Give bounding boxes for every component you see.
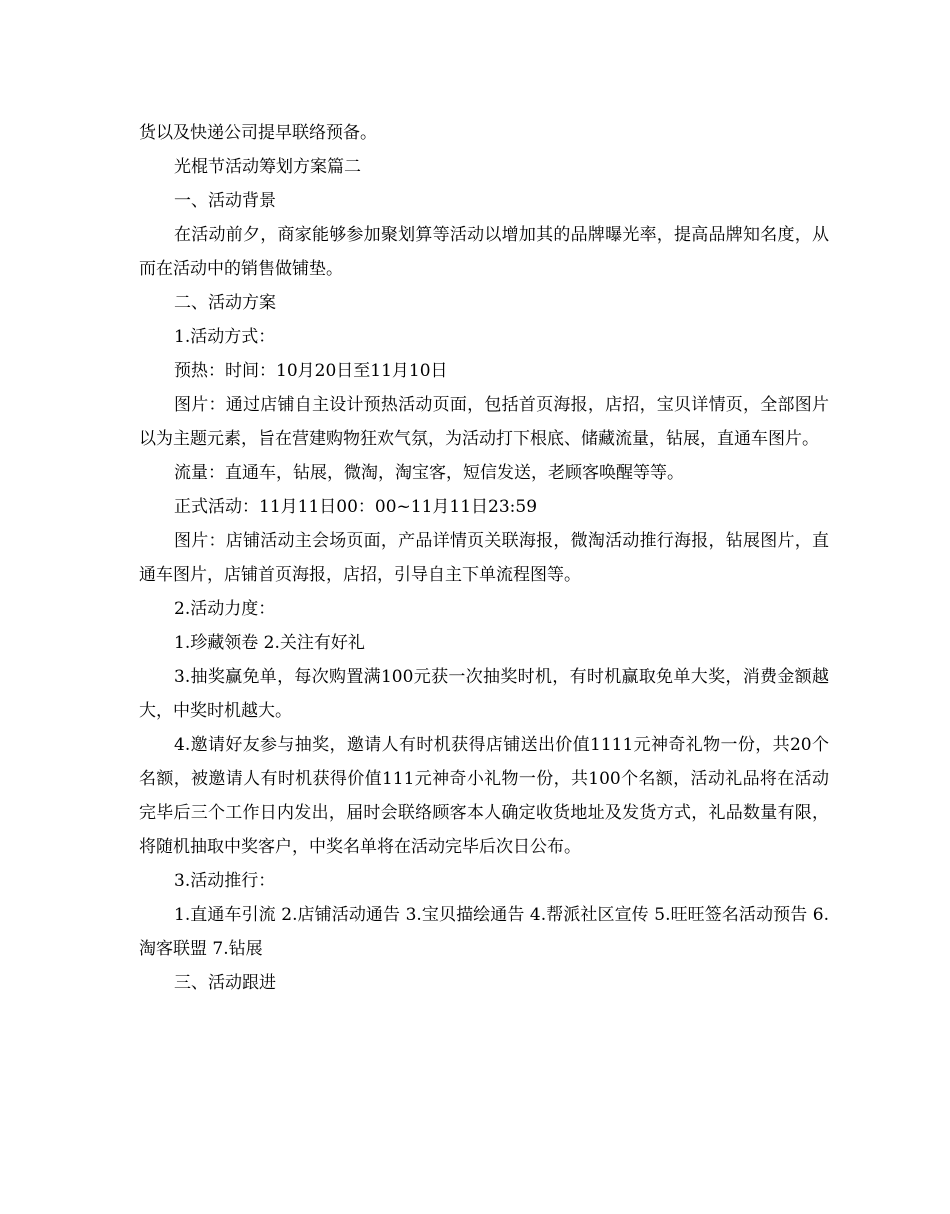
paragraph-continuation: 货以及快递公司提早联络预备。 [139,123,377,143]
section-title: 光棍节活动筹划方案篇二 [174,157,361,177]
paragraph-background: 在活动前夕，商家能够参加聚划算等活动以增加其的品牌曝光率，提高品牌知名度，从而在活动中的销售做铺垫。 [139,225,829,279]
heading-follow-up: 三、活动跟进 [174,973,276,993]
paragraph-preheat-time: 预热：时间：10月20日至11月10日 [174,361,448,381]
paragraph-promotion-items: 1.直通车引流 2.店铺活动通告 3.宝贝描绘通告 4.帮派社区宣传 5.旺旺签名活动预告 6.淘客联盟 7.钻展 [139,905,829,959]
subheading-method: 1.活动方式： [174,327,276,347]
subheading-intensity: 2.活动力度： [174,599,276,619]
paragraph-formal-time: 正式活动：11月11日00：00~11月11日23:59 [174,497,538,517]
paragraph-invite: 4.邀请好友参与抽奖，邀请人有时机获得店铺送出价值1111元神奇礼物一份，共20个名额，被邀请人有时机获得价值111元神奇小礼物一份，共100个名额，活动礼品将在活动完毕后三个工作日内发出，届时会联络顾客本人确定收货地址及发货方式，礼品数量有限，将随机抽取中奖客户，中奖名单将在活动完毕后次日公布。 [139,735,829,857]
paragraph-preheat-images: 图片：通过店铺自主设计预热活动页面，包括首页海报，店招，宝贝详情页，全部图片以为主题元素，旨在营建购物狂欢气氛，为活动打下根底、储藏流量，钻展，直通车图片。 [139,395,829,449]
paragraph-traffic: 流量：直通车，钻展，微淘，淘宝客，短信发送，老顾客唤醒等等。 [174,463,684,483]
heading-plan: 二、活动方案 [174,293,276,313]
document-body [139,116,829,1000]
subheading-promotion: 3.活动推行： [174,871,276,891]
paragraph-lottery: 3.抽奖赢免单，每次购置满100元获一次抽奖时机，有时机赢取免单大奖，消费金额越大，中奖时机越大。 [139,667,829,721]
paragraph-formal-images: 图片：店铺活动主会场页面，产品详情页关联海报，微淘活动推行海报，钻展图片，直通车图片，店铺首页海报，店招，引导自主下单流程图等。 [139,531,829,585]
heading-background: 一、活动背景 [174,191,276,211]
paragraph-intensity-items: 1.珍藏领卷 2.关注有好礼 [174,633,365,653]
